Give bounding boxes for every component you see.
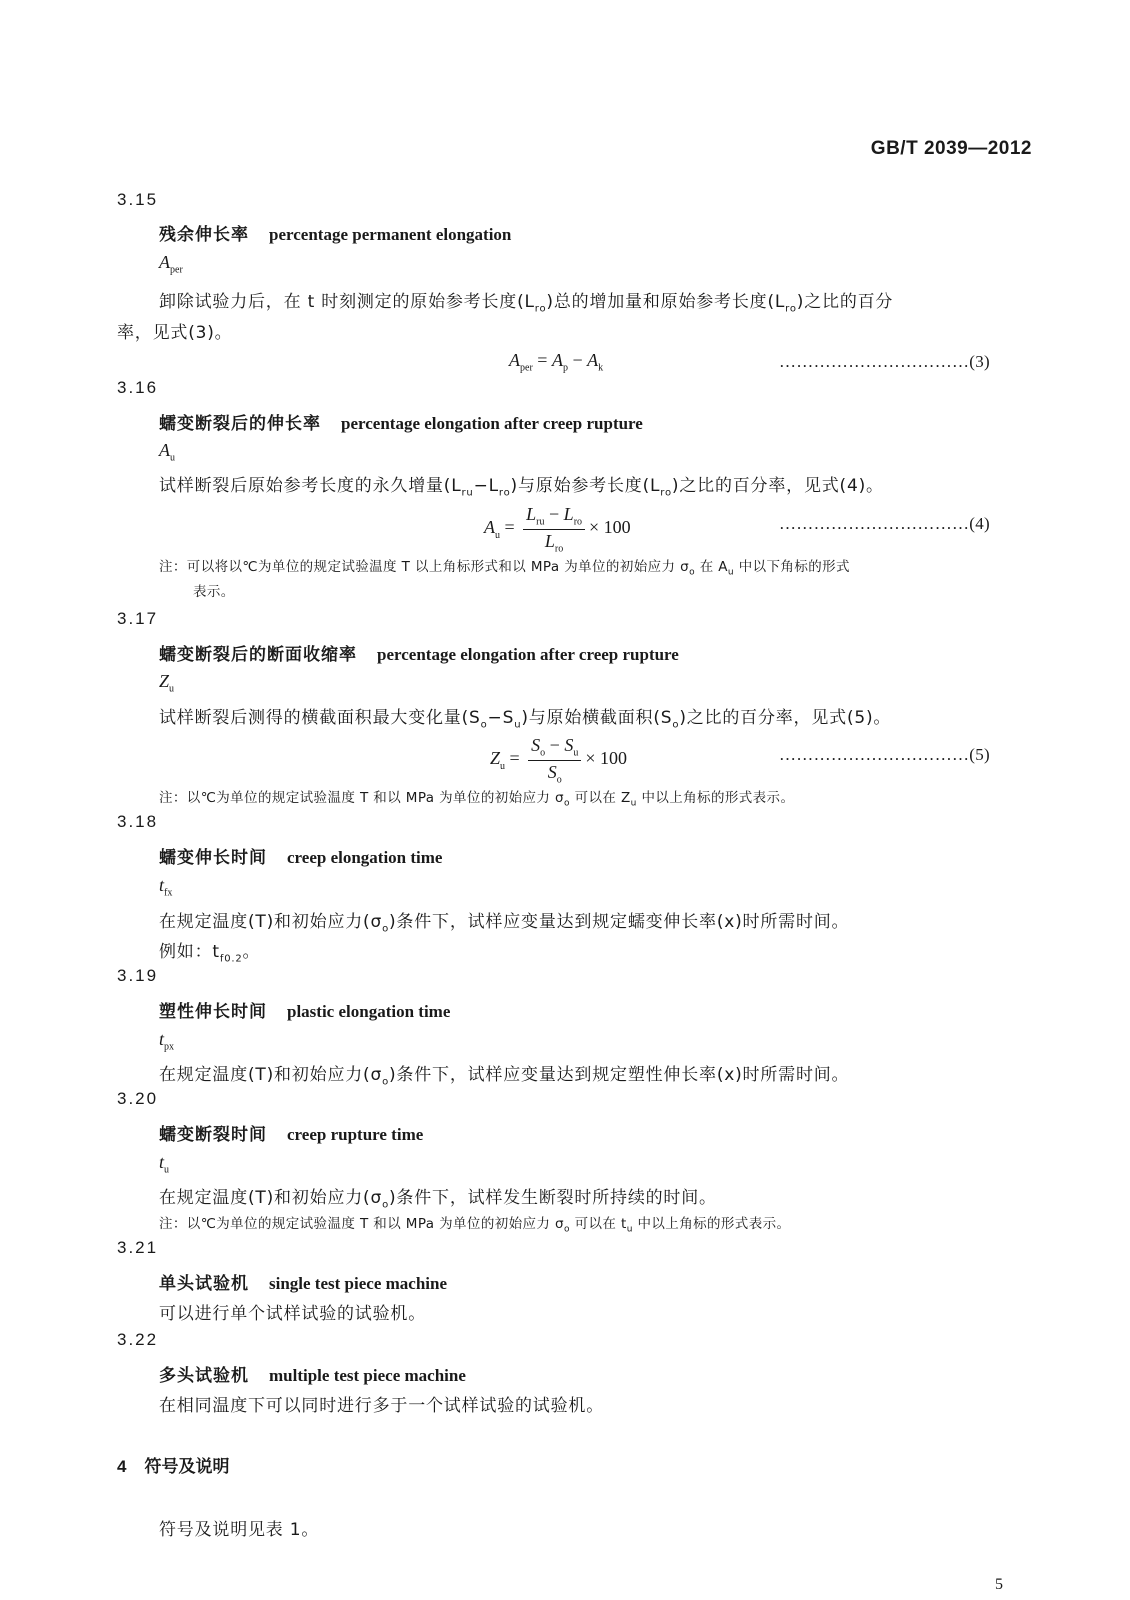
term-en: creep rupture time [287, 1125, 424, 1144]
note-3-20: 注：以℃为单位的规定试验温度 T 和以 MPa 为单位的初始应力 $\sigma_o$ 可以在 $t_u$ 中以上角标的形式表示。 [159, 1216, 791, 1235]
term-3-19 [159, 997, 450, 1022]
section-4-body: 符号及说明见表 1。 [159, 1520, 320, 1540]
definition-3-17: 试样断裂后测得的横截面积最大变化量$(S_o-S_u)$与原始横截面积$(S_o)$之比的百分率，见式(5)。 [159, 708, 892, 731]
term-3-18 [159, 843, 442, 868]
formula-number-5: ……………………………(5) [779, 745, 991, 764]
term-cn: 蠕变断裂后的断面收缩率 [159, 645, 357, 665]
definition-3-16: 试样断裂后原始参考长度的永久增量$(L_{ru}-L_{ro})$与原始参考长度$(L_{ro})$之比的百分率，见式(4)。 [159, 476, 884, 499]
definition-3-15: 卸除试验力后，在 t 时刻测定的原始参考长度$(L_{ro})$总的增加量和原始参考长度$(L_{ro})$之比的百分 [159, 292, 894, 315]
term-en: percentage elongation after creep rupture [377, 645, 679, 664]
term-3-16 [159, 409, 643, 434]
term-cn: 多头试验机 [159, 1366, 249, 1386]
term-cn: 蠕变断裂后的伸长率 [159, 414, 321, 434]
term-3-17 [159, 640, 679, 665]
term-cn: 单头试验机 [159, 1274, 249, 1294]
term-3-20 [159, 1120, 423, 1145]
definition-3-22: 在相同温度下可以同时进行多于一个试样试验的试验机。 [159, 1396, 604, 1416]
section-heading-4: 4 符号及说明 [117, 1457, 230, 1477]
clause-number-3-19: 3.19 [117, 966, 159, 985]
definition-3-21: 可以进行单个试样试验的试验机。 [159, 1304, 426, 1324]
term-en: percentage elongation after creep rupture [341, 414, 643, 433]
formula-4: $A_u$ = $\frac{L_{ru} - L_{ro}}{L_{ro}}$ × 100 [484, 504, 631, 555]
term-cn: 塑性伸长时间 [159, 1002, 267, 1022]
term-cn: 蠕变伸长时间 [159, 848, 267, 868]
term-en: plastic elongation time [287, 1002, 451, 1021]
term-3-22 [159, 1361, 466, 1386]
note-3-16-cont: 表示。 [193, 584, 235, 600]
definition-3-19: 在规定温度(T)和初始应力$(\sigma_o)$条件下，试样应变量达到规定塑性伸长率(x)时所需时间。 [159, 1065, 850, 1088]
symbol-3-18: $t_{fx}$ [159, 875, 173, 899]
term-en: creep elongation time [287, 848, 443, 867]
term-en: multiple test piece machine [269, 1366, 466, 1385]
clause-number-3-16: 3.16 [117, 378, 159, 397]
note-3-16: 注：可以将以℃为单位的规定试验温度 T 以上角标形式和以 MPa 为单位的初始应力 $\sigma_o$ 在 $A_u$ 中以下角标的形式 [159, 559, 850, 578]
symbol-3-16: $A_u$ [159, 440, 175, 464]
clause-number-3-21: 3.21 [117, 1238, 159, 1257]
example-3-18: 例如：$t_{f0.2}$。 [159, 942, 261, 965]
clause-number-3-22: 3.22 [117, 1330, 159, 1349]
page-number: 5 [995, 1576, 1003, 1593]
term-en: percentage permanent elongation [269, 225, 512, 244]
term-3-15 [159, 220, 511, 245]
standard-id: GB/T 2039—2012 [870, 138, 1032, 159]
term-en: single test piece machine [269, 1274, 447, 1293]
clause-number-3-15: 3.15 [117, 190, 159, 209]
term-cn: 蠕变断裂时间 [159, 1125, 267, 1145]
definition-3-15-cont: 率，见式(3)。 [117, 323, 233, 343]
formula-number-3: ……………………………(3) [779, 352, 991, 371]
term-cn: 残余伸长率 [159, 225, 249, 245]
symbol-3-17: $Z_u$ [159, 671, 175, 695]
symbol-3-19: $t_{px}$ [159, 1029, 175, 1053]
clause-number-3-18: 3.18 [117, 812, 159, 831]
fraction: $\frac{L_{ru} - L_{ro}}{L_{ro}}$ [523, 504, 585, 554]
clause-number-3-17: 3.17 [117, 609, 159, 628]
formula-number-4: ……………………………(4) [779, 514, 991, 533]
symbol-3-20: $t_u$ [159, 1152, 170, 1176]
note-3-17: 注：以℃为单位的规定试验温度 T 和以 MPa 为单位的初始应力 $\sigma_o$ 可以在 $Z_u$ 中以上角标的形式表示。 [159, 790, 795, 809]
fraction: $\frac{S_o - S_u}{S_o}$ [528, 735, 581, 785]
definition-3-18: 在规定温度(T)和初始应力$(\sigma_o)$条件下，试样应变量达到规定蠕变伸长率(x)时所需时间。 [159, 912, 850, 935]
definition-3-20: 在规定温度(T)和初始应力$(\sigma_o)$条件下，试样发生断裂时所持续的时间。 [159, 1188, 717, 1211]
symbol-3-15: $A_{per}$ [159, 252, 183, 276]
clause-number-3-20: 3.20 [117, 1089, 159, 1108]
formula-5: $Z_u$ = $\frac{S_o - S_u}{S_o}$ × 100 [490, 735, 627, 786]
formula-3: $A_{per} = A_p - A_k$ [509, 350, 604, 374]
term-3-21 [159, 1269, 447, 1294]
